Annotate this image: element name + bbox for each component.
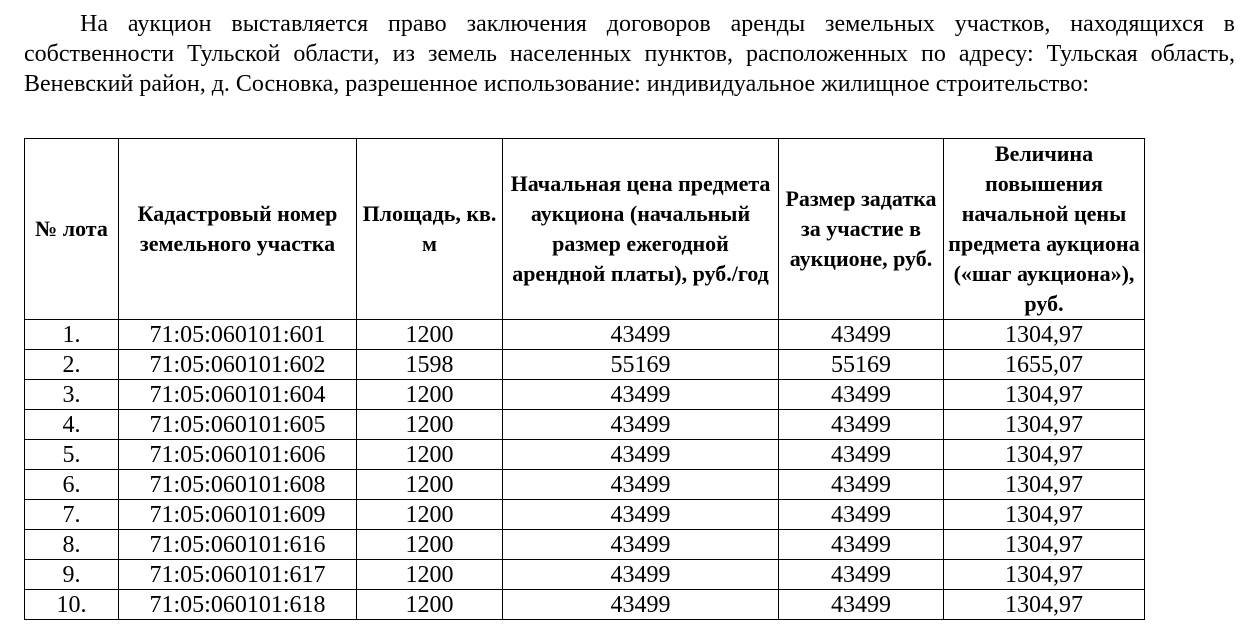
starting-price-cell: 43499 (503, 530, 779, 560)
auction-step-cell: 1304,97 (944, 320, 1145, 350)
auction-step-cell: 1304,97 (944, 440, 1145, 470)
header-deposit: Размер задатка за участие в аукционе, руб. (779, 139, 944, 320)
lot-number-cell: 2. (25, 350, 119, 380)
cadastral-number-cell: 71:05:060101:601 (119, 320, 357, 350)
table-row (25, 560, 1145, 590)
auction-step-cell: 1304,97 (944, 380, 1145, 410)
lots-table (24, 138, 1145, 620)
deposit-cell: 55169 (779, 350, 944, 380)
auction-step-cell: 1304,97 (944, 590, 1145, 620)
deposit-cell: 43499 (779, 380, 944, 410)
deposit-cell: 43499 (779, 440, 944, 470)
auction-step-cell: 1304,97 (944, 470, 1145, 500)
table-row (25, 350, 1145, 380)
cadastral-number-cell: 71:05:060101:608 (119, 470, 357, 500)
cadastral-number-cell: 71:05:060101:606 (119, 440, 357, 470)
header-auction-step: Величина повышения начальной цены предмета аукциона («шаг аукциона»), руб. (944, 139, 1145, 320)
area-cell: 1200 (357, 500, 503, 530)
cadastral-number-cell: 71:05:060101:618 (119, 590, 357, 620)
auction-step-cell: 1655,07 (944, 350, 1145, 380)
area-cell: 1200 (357, 440, 503, 470)
cadastral-number-cell: 71:05:060101:617 (119, 560, 357, 590)
starting-price-cell: 43499 (503, 380, 779, 410)
lot-number-cell: 6. (25, 470, 119, 500)
area-cell: 1200 (357, 470, 503, 500)
lot-number-cell: 1. (25, 320, 119, 350)
header-cadastral-number: Кадастровый номер земельного участка (119, 139, 357, 320)
deposit-cell: 43499 (779, 500, 944, 530)
cadastral-number-cell: 71:05:060101:605 (119, 410, 357, 440)
cadastral-number-cell: 71:05:060101:609 (119, 500, 357, 530)
cadastral-number-cell: 71:05:060101:604 (119, 380, 357, 410)
lot-number-cell: 10. (25, 590, 119, 620)
starting-price-cell: 43499 (503, 590, 779, 620)
starting-price-cell: 43499 (503, 410, 779, 440)
starting-price-cell: 43499 (503, 560, 779, 590)
table-row (25, 590, 1145, 620)
deposit-cell: 43499 (779, 590, 944, 620)
starting-price-cell: 43499 (503, 320, 779, 350)
table-row (25, 440, 1145, 470)
table-header-row (25, 139, 1145, 320)
lot-number-cell: 8. (25, 530, 119, 560)
table-row (25, 380, 1145, 410)
deposit-cell: 43499 (779, 560, 944, 590)
area-cell: 1200 (357, 530, 503, 560)
table-row (25, 530, 1145, 560)
area-cell: 1200 (357, 380, 503, 410)
table-row (25, 470, 1145, 500)
table-row (25, 500, 1145, 530)
area-cell: 1200 (357, 320, 503, 350)
table-row (25, 410, 1145, 440)
lot-number-cell: 7. (25, 500, 119, 530)
auction-step-cell: 1304,97 (944, 410, 1145, 440)
header-lot-number: № лота (25, 139, 119, 320)
cadastral-number-cell: 71:05:060101:602 (119, 350, 357, 380)
header-area: Площадь, кв. м (357, 139, 503, 320)
intro-paragraph: На аукцион выставляется право заключения договоров аренды земельных участков, находящихся в собственности Тульской области, из земель населенных пунктов, расположенных по адресу: Тульская область, Веневский район, д. Сосновка, разрешенное использование: индивидуальное жилищное строительство: (24, 11, 1235, 97)
table-row (25, 320, 1145, 350)
auction-step-cell: 1304,97 (944, 560, 1145, 590)
auction-step-cell: 1304,97 (944, 500, 1145, 530)
area-cell: 1598 (357, 350, 503, 380)
cadastral-number-cell: 71:05:060101:616 (119, 530, 357, 560)
lot-number-cell: 4. (25, 410, 119, 440)
starting-price-cell: 55169 (503, 350, 779, 380)
lot-number-cell: 9. (25, 560, 119, 590)
area-cell: 1200 (357, 560, 503, 590)
deposit-cell: 43499 (779, 470, 944, 500)
starting-price-cell: 43499 (503, 500, 779, 530)
deposit-cell: 43499 (779, 410, 944, 440)
starting-price-cell: 43499 (503, 440, 779, 470)
deposit-cell: 43499 (779, 320, 944, 350)
lot-number-cell: 3. (25, 380, 119, 410)
starting-price-cell: 43499 (503, 470, 779, 500)
header-starting-price: Начальная цена предмета аукциона (начальный размер ежегодной арендной платы), руб./год (503, 139, 779, 320)
area-cell: 1200 (357, 410, 503, 440)
area-cell: 1200 (357, 590, 503, 620)
lot-number-cell: 5. (25, 440, 119, 470)
auction-step-cell: 1304,97 (944, 530, 1145, 560)
deposit-cell: 43499 (779, 530, 944, 560)
